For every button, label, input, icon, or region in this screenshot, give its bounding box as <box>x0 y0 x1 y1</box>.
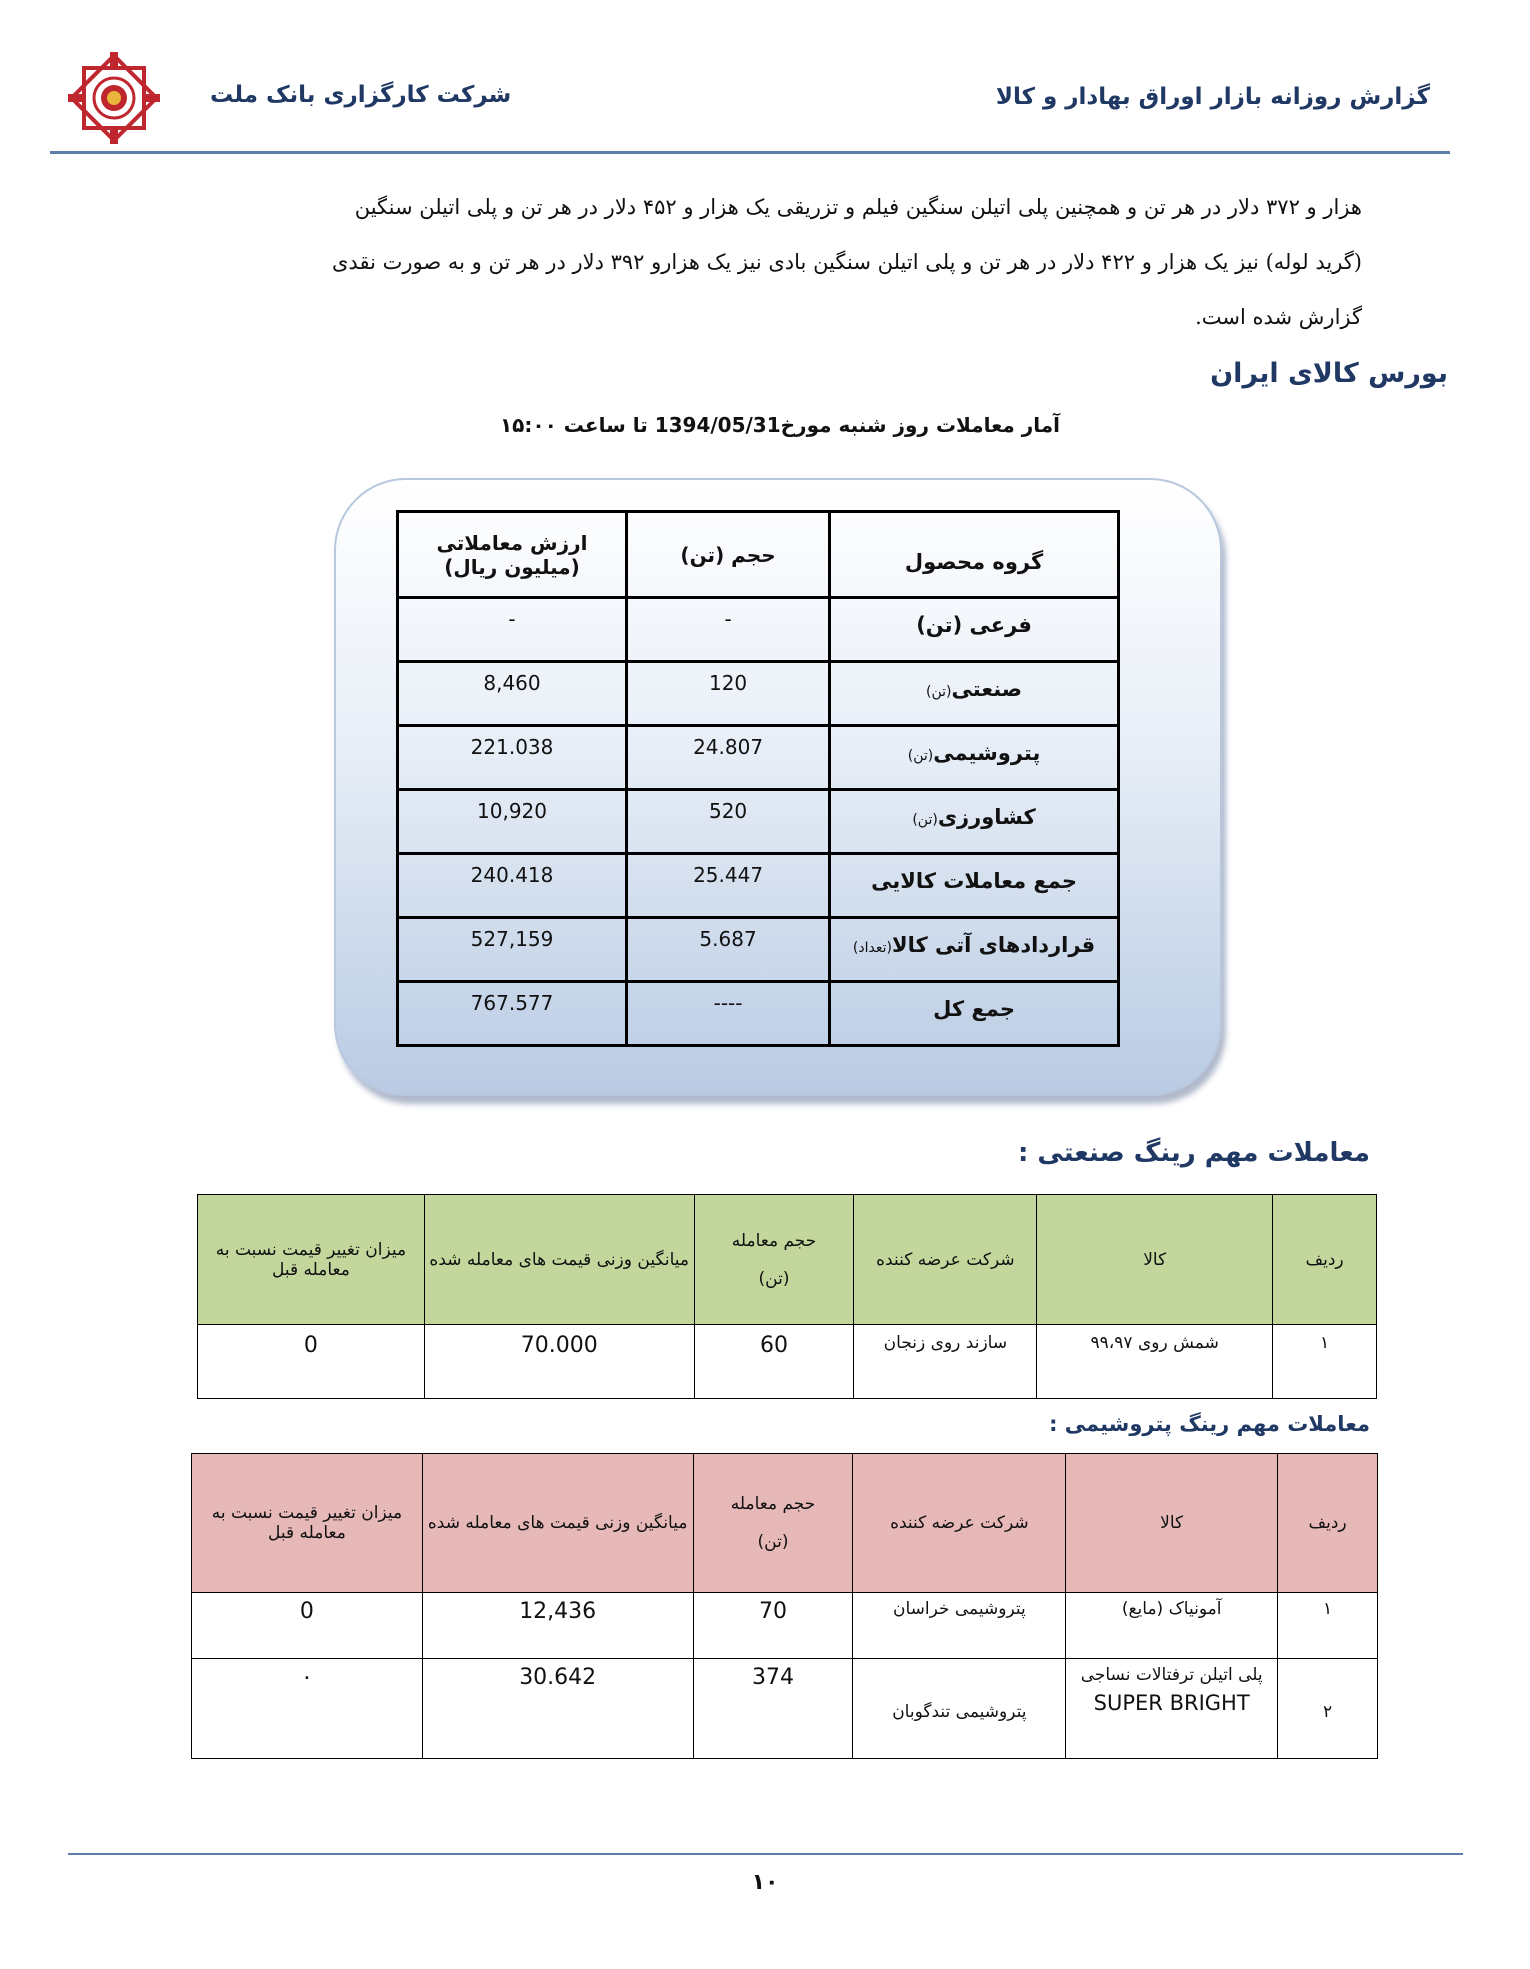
stats-volume-cell: 120 <box>627 662 830 726</box>
supplier-cell: پتروشیمی خراسان <box>853 1593 1066 1659</box>
report-title: گزارش روزانه بازار اوراق بهادار و کالا <box>995 84 1430 110</box>
industrial-ring-table <box>197 1194 1377 1399</box>
stats-value-cell: 767.577 <box>398 982 627 1046</box>
table-row <box>398 854 1119 918</box>
stats-group-cell: جمع کل <box>830 982 1119 1046</box>
stats-header-volume: حجم (تن) <box>627 512 830 598</box>
stats-value-cell: 240.418 <box>398 854 627 918</box>
stats-group-cell: قراردادهای آتی کالا(تعداد) <box>830 918 1119 982</box>
intro-paragraph <box>140 180 1362 345</box>
table-row <box>192 1593 1378 1659</box>
stats-group-cell: جمع معاملات کالایی <box>830 854 1119 918</box>
footer-divider <box>68 1853 1463 1855</box>
stats-caption: آمار معاملات روز شنبه مورخ1394/05/31 تا ساعت ۱۵:۰۰ <box>499 413 1061 437</box>
price-change-cell: ۰ <box>192 1659 423 1759</box>
paragraph-line: (گرید لوله) نیز یک هزار و ۴۲۲ دلار در هر تن و پلی اتیلن سنگین بادی نیز یک هزارو ۳۹۲ دلار در هر تن و به صورت نقدی <box>332 250 1362 274</box>
paragraph-line: هزار و ۳۷۲ دلار در هر تن و همچنین پلی اتیلن سنگین فیلم و تزریقی یک هزار و ۴۵۲ دلار در هر تن و پلی اتیلن سنگین <box>354 195 1362 219</box>
header-supplier: شرکت عرضه کننده <box>854 1195 1037 1325</box>
stats-volume-cell: 25.447 <box>627 854 830 918</box>
row-no-cell: ۱ <box>1273 1325 1377 1399</box>
header-avg-price: میانگین وزنی قیمت های معامله شده <box>422 1454 693 1593</box>
commodity-cell: شمش روی ۹۹،۹۷ <box>1037 1325 1273 1399</box>
supplier-cell: سازند روی زنجان <box>854 1325 1037 1399</box>
commodity-cell: پلی اتیلن ترفتالات نساجی SUPER BRIGHT <box>1066 1659 1278 1759</box>
header-price-change: میزان تغییر قیمت نسبت به معامله قبل <box>192 1454 423 1593</box>
section-title: بورس کالای ایران <box>1210 358 1448 389</box>
volume-cell: 374 <box>693 1659 853 1759</box>
avg-price-cell: 30.642 <box>422 1659 693 1759</box>
table-row <box>398 726 1119 790</box>
stats-volume-cell: - <box>627 598 830 662</box>
table-row <box>198 1325 1377 1399</box>
stats-group-cell: پتروشیمی(تن) <box>830 726 1119 790</box>
volume-cell: 60 <box>694 1325 854 1399</box>
stats-volume-cell: 24.807 <box>627 726 830 790</box>
header-volume: حجم معامله (تن) <box>693 1454 853 1593</box>
row-no-cell: ۲ <box>1278 1659 1378 1759</box>
header-row-no: ردیف <box>1278 1454 1378 1593</box>
price-change-cell: 0 <box>198 1325 425 1399</box>
stats-group-cell: کشاورزی(تن) <box>830 790 1119 854</box>
stats-value-cell: 10,920 <box>398 790 627 854</box>
header-price-change: میزان تغییر قیمت نسبت به معامله قبل <box>198 1195 425 1325</box>
stats-value-cell: 8,460 <box>398 662 627 726</box>
header-avg-price: میانگین وزنی قیمت های معامله شده <box>424 1195 694 1325</box>
volume-cell: 70 <box>693 1593 853 1659</box>
stats-value-cell: 221.038 <box>398 726 627 790</box>
table-row <box>192 1659 1378 1759</box>
company-logo <box>62 46 166 150</box>
stats-header-value: ارزش معاملاتی (میلیون ریال) <box>398 512 627 598</box>
table-row <box>398 662 1119 726</box>
stats-value-cell: - <box>398 598 627 662</box>
avg-price-cell: 70.000 <box>424 1325 694 1399</box>
stats-volume-cell: 5.687 <box>627 918 830 982</box>
petro-ring-table <box>191 1453 1378 1759</box>
table-row <box>398 982 1119 1046</box>
supplier-cell: پتروشیمی تندگوبان <box>853 1659 1066 1759</box>
price-change-cell: 0 <box>192 1593 423 1659</box>
header-commodity: کالا <box>1037 1195 1273 1325</box>
table-row <box>398 790 1119 854</box>
company-name: شرکت کارگزاری بانک ملت <box>210 82 512 108</box>
table-row <box>398 918 1119 982</box>
header-row-no: ردیف <box>1273 1195 1377 1325</box>
header-volume: حجم معامله (تن) <box>694 1195 854 1325</box>
industrial-ring-title: معاملات مهم رینگ صنعتی : <box>1017 1138 1370 1168</box>
stats-group-cell: صنعتی(تن) <box>830 662 1119 726</box>
stats-group-cell: فرعی (تن) <box>830 598 1119 662</box>
commodity-cell: آمونیاک (مایع) <box>1066 1593 1278 1659</box>
avg-price-cell: 12,436 <box>422 1593 693 1659</box>
stats-value-cell: 527,159 <box>398 918 627 982</box>
petro-ring-title: معاملات مهم رینگ پتروشیمی : <box>1049 1412 1370 1436</box>
stats-volume-cell: 520 <box>627 790 830 854</box>
table-row <box>398 598 1119 662</box>
row-no-cell: ۱ <box>1278 1593 1378 1659</box>
header-supplier: شرکت عرضه کننده <box>853 1454 1066 1593</box>
header-divider <box>50 151 1450 154</box>
page-number: ۱۰ <box>751 1870 779 1895</box>
header-commodity: کالا <box>1066 1454 1278 1593</box>
stats-header-group: گروه محصول <box>830 512 1119 598</box>
stats-table <box>396 510 1120 1047</box>
paragraph-line: گزارش شده است. <box>1195 305 1362 329</box>
stats-volume-cell: ---- <box>627 982 830 1046</box>
